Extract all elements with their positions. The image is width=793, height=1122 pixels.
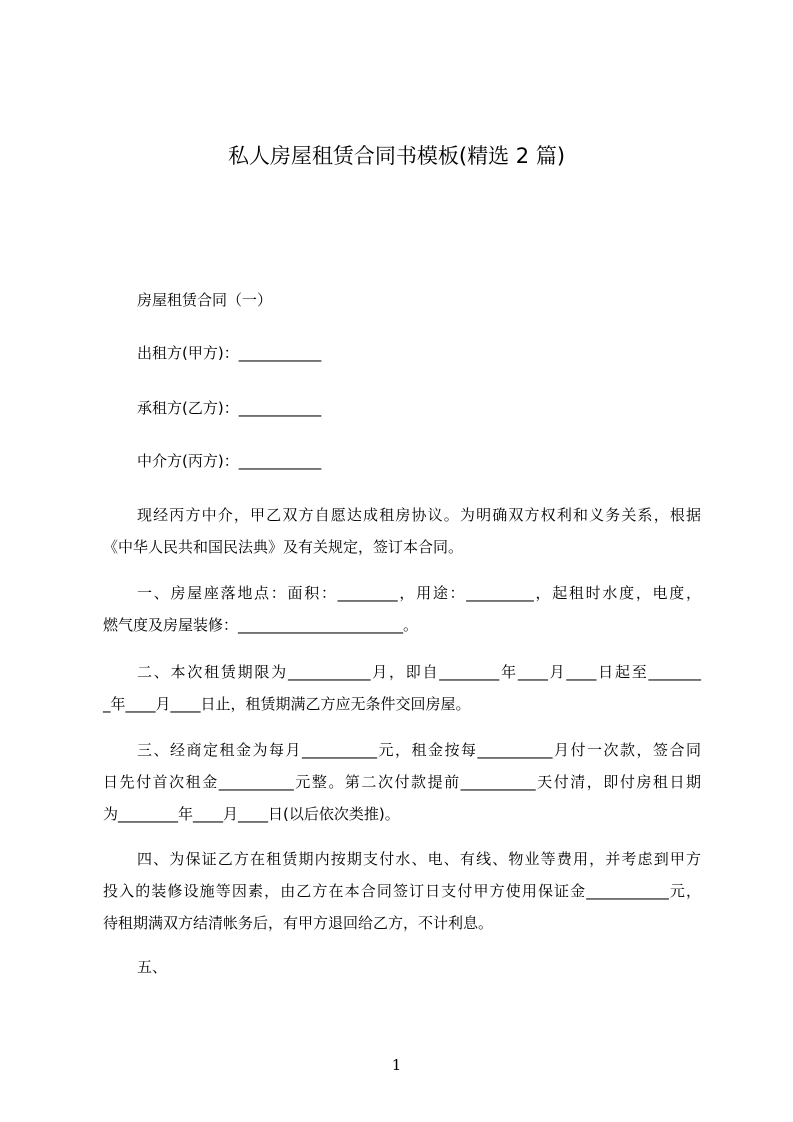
party-lessor: 出租方(甲方)：___________ [137,344,322,362]
contract-heading: 房屋租赁合同（一） [137,291,273,309]
clause-line: 二、本次租赁期限为___________月，即自________年____月____日起至_______ [137,663,701,681]
clause-5: 五、 [137,958,168,976]
clause-4 [103,843,701,939]
intro-paragraph [103,499,701,563]
page-number: 1 [391,1056,402,1074]
clause-line: 待租期满双方结清帐务后，有甲方退回给乙方，不计利息。 [103,914,494,932]
clause-2 [103,656,701,720]
clause-line: 日先付首次租金__________元整。第二次付款提前__________天付清，即付房租日期 [103,773,701,791]
party-lessee: 承租方(乙方)：___________ [137,399,322,417]
intro-line: 《中华人民共和国民法典》及有关规定，签订本合同。 [103,538,464,556]
clause-line: 四、为保证乙方在租赁期内按期支付水、电、有线、物业等费用，并考虑到甲方 [137,850,701,868]
party-agent: 中介方(丙方)：___________ [137,452,322,470]
clause-line: 燃气度及房屋装修：______________________。 [103,616,419,634]
document-title: 私人房屋租赁合同书模板(精选 2 篇) [227,144,566,168]
clause-line: 三、经商定租金为每月__________元，租金按每__________月付一次款，签合同 [137,741,701,759]
clause-line: 一、房屋座落地点：面积：________，用途：_________，起租时水度，电度， [137,584,701,602]
clause-1 [103,577,701,641]
clause-line: 为________年____月____日(以后依次类推)。 [103,805,400,823]
intro-line: 现经丙方中介，甲乙双方自愿达成租房协议。为明确双方权利和义务关系，根据 [137,506,701,524]
clause-line: 投入的装修设施等因素，由乙方在本合同签订日支付甲方使用保证金___________元， [103,882,701,900]
clause-3 [103,734,701,830]
clause-line: _年____月____日止，租赁期满乙方应无条件交回房屋。 [103,695,471,713]
